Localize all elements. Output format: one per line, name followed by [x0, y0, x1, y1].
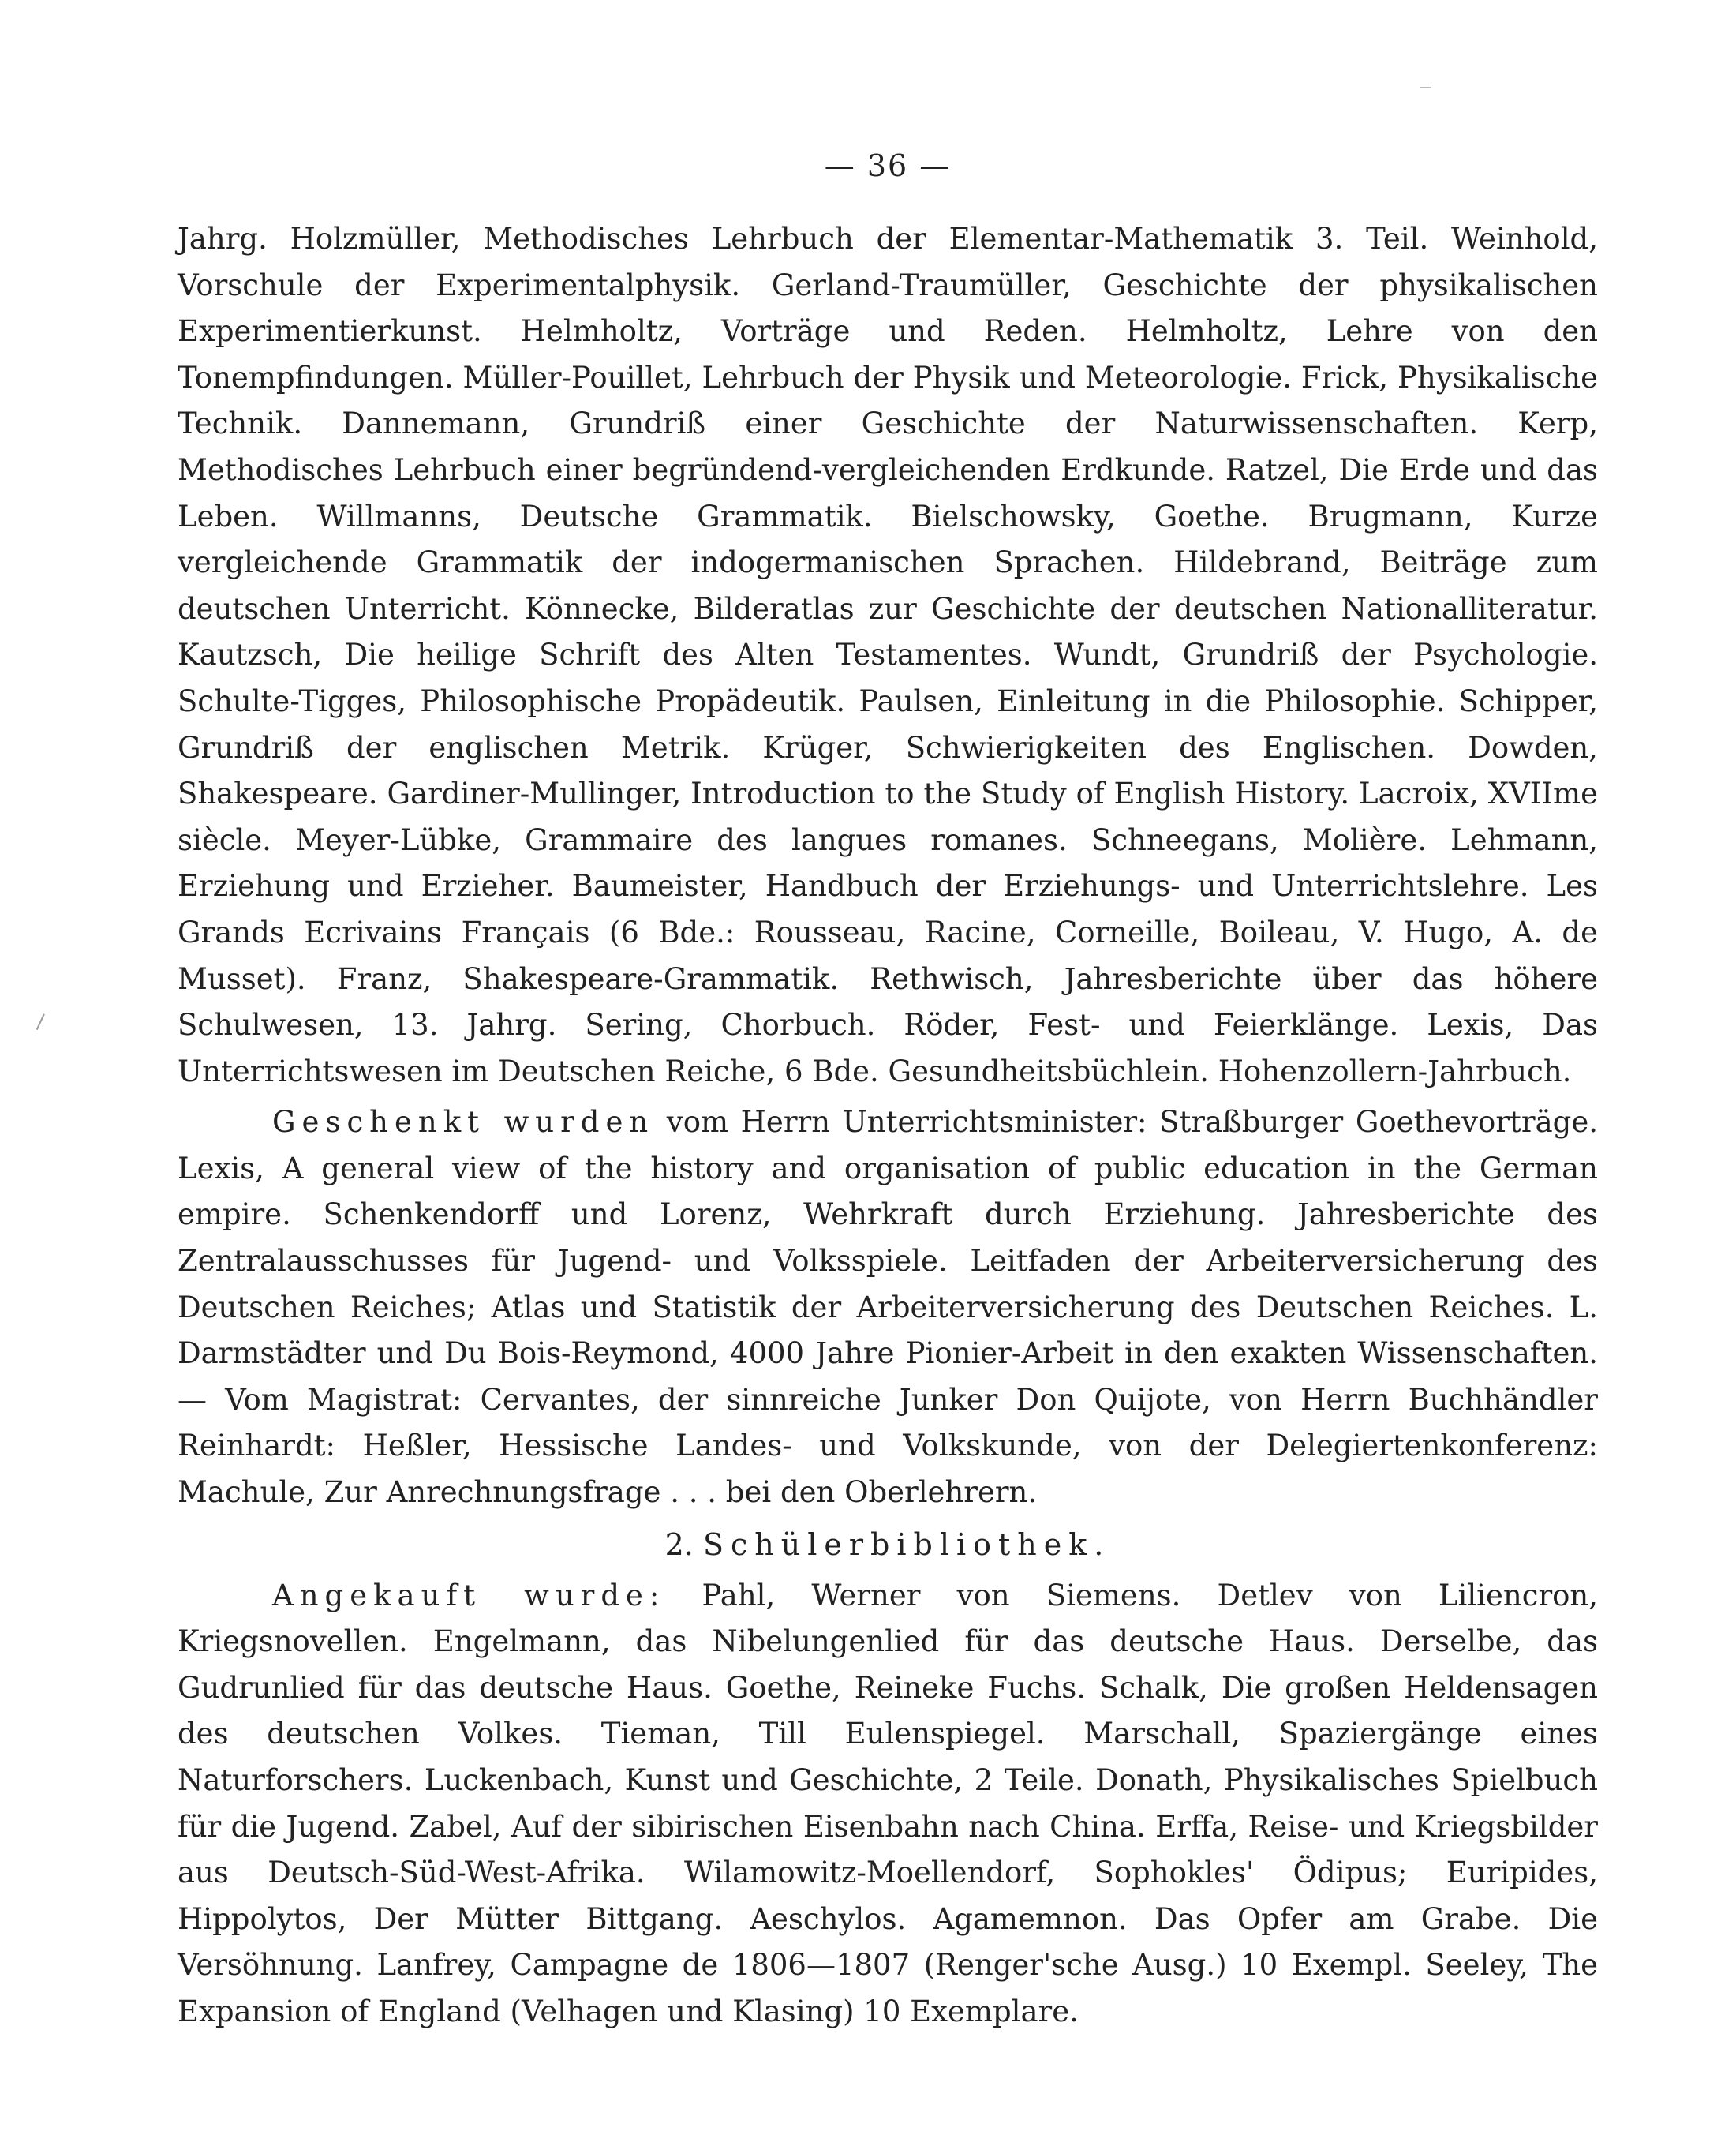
corner-mark — [1420, 87, 1431, 88]
section-title: Schülerbibliothek. — [702, 1526, 1111, 1562]
section-heading — [178, 1521, 1598, 1568]
purchase-text: Pahl, Werner von Siemens. Detlev von Liliencron, Kriegsnovellen. Engelmann, das Nibelungenlied für das deutsche Haus. Derselbe, das Gudrunlied für das deutsche Haus. Goethe, Reineke Fuchs. Schalk, Die großen Heldensagen des deutschen Volkes. Tieman, Till Eulenspiegel. Marschall, Spaziergänge eines Naturforschers. Luckenbach, Kunst und Geschichte, 2 Teile. Donath, Physikalisches Spielbuch für die Jugend. Zabel, Auf der sibirischen Eisenbahn nach China. Erffa, Reise- und Kriegsbilder aus Deutsch-Süd-West-Afrika. Wilamowitz-Moellendorf, Sophokles' Ödipus; Euripides, Hippolytos, Der Mütter Bittgang. Aeschylos. Agamemnon. Das Opfer am Grabe. Die Versöhnung. Lanfrey, Campagne de 1806—1807 (Renger'sche Ausg.) 10 Exempl. Seeley, The Expansion of England (Velhagen und Klasing) 10 Exemplare. — [178, 1578, 1598, 2028]
section-number: 2. — [664, 1526, 694, 1562]
gift-lead: Geschenkt wurden — [272, 1105, 655, 1140]
library-list-paragraph: Jahrg. Holzmüller, Methodisches Lehrbuch der Elementar-Mathematik 3. Teil. Weinhold, Vorschule der Experimentalphysik. Gerland-Traumüller, Geschichte der physikalischen Experimentierkunst. Helmholtz, Vorträge und Reden. Helmholtz, Lehre von den Tonempfindungen. Müller-Pouillet, Lehrbuch der Physik und Meteorologie. Frick, Physikalische Technik. Dannemann, Grundriß einer Geschichte der Naturwissenschaften. Kerp, Methodisches Lehrbuch einer begründend-vergleichenden Erdkunde. Ratzel, Die Erde und das Leben. Willmanns, Deutsche Grammatik. Bielschowsky, Goethe. Brugmann, Kurze vergleichende Grammatik der indogermanischen Sprachen. Hildebrand, Beiträge zum deutschen Unterricht. Könnecke, Bilderatlas zur Geschichte der deutschen Nationalliteratur. Kautzsch, Die heilige Schrift des Alten Testamentes. Wundt, Grundriß der Psychologie. Schulte-Tigges, Philosophische Propädeutik. Paulsen, Einleitung in die Philosophie. Schipper, Grundriß der englischen Metrik. Krüger, Schwierigkeiten des Englischen. Dowden, Shakespeare. Gardiner-Mullinger, Introduction to the Study of English History. Lacroix, XVIIme siècle. Meyer-Lübke, Grammaire des langues romanes. Schneegans, Molière. Lehmann, Erziehung und Erzieher. Baumeister, Handbuch der Erziehungs- und Unterrichtslehre. Les Grands Ecrivains Français (6 Bde.: Rousseau, Racine, Corneille, Boileau, V. Hugo, A. de Musset). Franz, Shakespeare-Grammatik. Rethwisch, Jahresberichte über das höhere Schulwesen, 13. Jahrg. Sering, Chorbuch. Röder, Fest- und Feierklänge. Lexis, Das Unterrichtswesen im Deutschen Reiche, 6 Bde. Gesundheitsbüchlein. Hohenzollern-Jahrbuch. — [178, 222, 1598, 1088]
margin-mark — [36, 1013, 50, 1032]
page — [178, 142, 1598, 2035]
gift-text: vom Herrn Unterrichtsminister: Straßburger Goethevorträge. Lexis, A general view of the history and organisation of public education in the German empire. Schenkendorff und Lorenz, Wehrkraft durch Erziehung. Jahresberichte des Zentralausschusses für Jugend- und Volksspiele. Leitfaden der Arbeiterversicherung des Deutschen Reiches; Atlas und Statistik der Arbeiterversicherung des Deutschen Reiches. L. Darmstädter und Du Bois-Reymond, 4000 Jahre Pionier-Arbeit in den exakten Wissenschaften. — Vom Magistrat: Cervantes, der sinnreiche Junker Don Quijote, von Herrn Buchhändler Reinhardt: Heßler, Hessische Landes- und Volkskunde, von der Delegiertenkonferenz: Machule, Zur Anrechnungsfrage . . . bei den Oberlehrern. — [178, 1105, 1598, 1510]
page-number: — 36 — — [824, 148, 952, 183]
gift-paragraph — [178, 1099, 1598, 1515]
purchase-paragraph — [178, 1573, 1598, 2035]
purchase-lead: Angekauft wurde: — [272, 1578, 666, 1612]
